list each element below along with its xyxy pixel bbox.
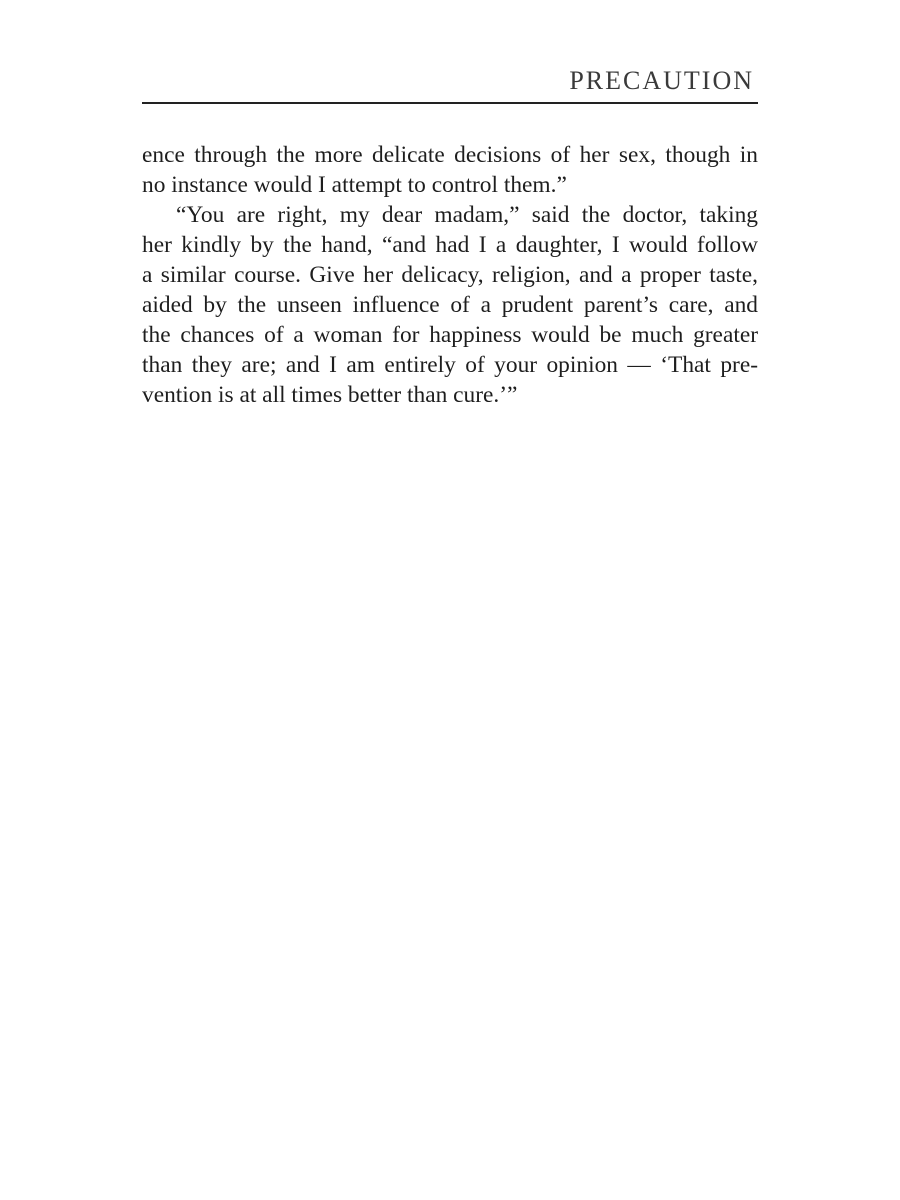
text-line: vention is at all times better than cure.’” bbox=[142, 382, 518, 408]
text-line: ence through the more delicate decisions of her sex, though in bbox=[142, 142, 758, 168]
text-line: the chances of a woman for happiness would be much greater bbox=[142, 322, 758, 348]
text-line: aided by the unseen influence of a prudent parent’s care, and bbox=[142, 292, 758, 318]
text-line: a similar course. Give her delicacy, religion, and a proper taste, bbox=[142, 262, 758, 288]
running-header bbox=[142, 62, 758, 104]
text-line: her kindly by the hand, “and had I a daughter, I would follow bbox=[142, 232, 758, 258]
text-line: “You are right, my dear madam,” said the doctor, taking bbox=[176, 202, 758, 228]
body-text bbox=[142, 140, 758, 410]
text-line: no instance would I attempt to control them.” bbox=[142, 172, 567, 198]
text-line: than they are; and I am entirely of your opinion — ‘That pre- bbox=[142, 352, 758, 378]
running-title: PRECAUTION bbox=[569, 66, 754, 95]
